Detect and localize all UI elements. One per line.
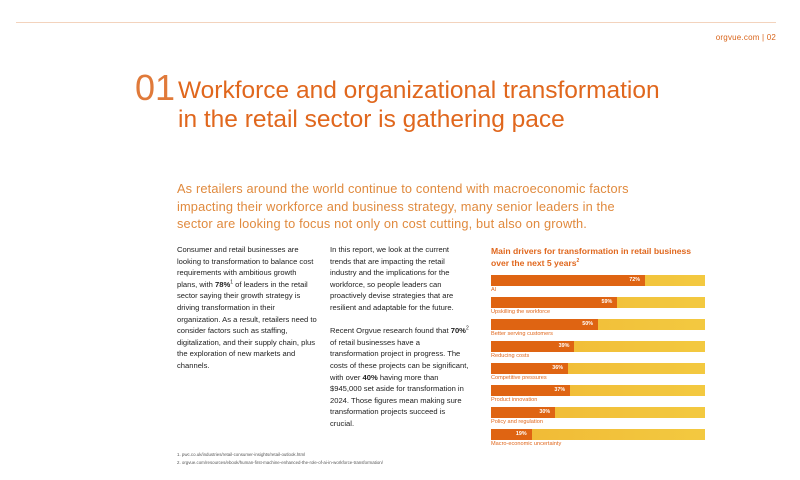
chart-bar-row — [491, 275, 705, 297]
stat-70: 70% — [450, 326, 466, 336]
body-column-2 — [330, 244, 470, 441]
bar-value-label: 72% — [629, 277, 641, 283]
footnote-2: 2. orgvue.com/resources/ebook/human-first-machine-enhanced-the-role-of-ai-in-workforce-transformation/ — [177, 460, 383, 465]
stat-78: 78% — [215, 279, 231, 289]
lead-paragraph: As retailers around the world continue to contend with macroeconomic factors impacting their workforce and business strategy, many senior leaders in the sector are looking to focus not only on cost cutting, but also on growth. — [177, 181, 629, 231]
bar-value-label: 30% — [539, 409, 551, 415]
column2-paragraph-1: In this report, we look at the current trends that are impacting the retail industry and the implications for the workforce, so people leaders can proactively devise strategies that are resilient and adaptable for the future. — [330, 245, 454, 312]
bar-category-label: Upskilling the workforce — [491, 309, 551, 315]
column1-paragraph: Consumer and retail businesses are looking to transformation to balance cost requirements with ambitious growth plans, with 78%$^1$ of leaders in the retail sector saying their growth strategy is driving transformation in their organization. As a result, retailers need to consider factors such as staffing, digitalization, and their supply chain, plus the exploration of new markets and channels. — [177, 245, 317, 370]
top-divider — [16, 22, 776, 23]
bar-category-label: AI — [491, 287, 497, 293]
chart-bar-row — [491, 363, 705, 385]
bar-category-label: Reducing costs — [491, 353, 530, 359]
bar-category-label: Policy and regulation — [491, 419, 543, 425]
page-header-reference: orgvue.com | 02 — [715, 33, 776, 42]
chart-bar-row — [491, 385, 705, 407]
chart-title: Main drivers for transformation in retail business over the next 5 years$^2$ — [491, 246, 692, 268]
bar-value-label: 50% — [582, 321, 593, 327]
bar-value-label: 39% — [558, 343, 570, 349]
bar-fill — [491, 275, 645, 286]
page-title: Workforce and organizational transformation in the retail sector is gathering pace — [178, 77, 660, 133]
body-column-1 — [177, 244, 317, 383]
chart-footnote-ref: 2 — [576, 258, 580, 265]
drivers-bar-chart — [491, 275, 705, 450]
chart-bar-row — [491, 341, 705, 363]
bar-category-label: Macro-economic uncertainty — [491, 441, 562, 447]
chart-bar-row — [491, 297, 705, 319]
chart-bar-row — [491, 407, 705, 429]
section-number: 01 — [135, 67, 176, 108]
bar-value-label: 59% — [601, 299, 613, 305]
bar-value-label: 37% — [554, 387, 566, 393]
bar-value-label: 19% — [515, 431, 527, 437]
footnote-ref: 2 — [465, 325, 469, 332]
bar-fill — [491, 297, 617, 308]
bar-category-label: Product innovation — [491, 397, 538, 403]
bar-value-label: 36% — [552, 365, 564, 371]
bar-category-label: Better serving customers — [491, 331, 553, 337]
chart-bar-row — [491, 429, 705, 451]
footnotes — [177, 451, 383, 467]
chart-bar-row — [491, 319, 705, 341]
bar-category-label: Competitive pressures — [491, 375, 547, 381]
column2-paragraph-2: Recent Orgvue research found that 70%$^2$ of retail businesses have a transformation project in progress. The costs of these projects can be significant, with over 40% having more than $945,000 set aside for transformation in 2024. Those figures mean making sure transformation projects succeed is crucial. — [330, 325, 469, 428]
footnote-1: 1. pwc.co.uk/industries/retail-consumer-insights/retail-outlook.html — [177, 452, 306, 457]
footnote-ref: 1 — [230, 279, 233, 286]
stat-40: 40% — [362, 372, 378, 382]
